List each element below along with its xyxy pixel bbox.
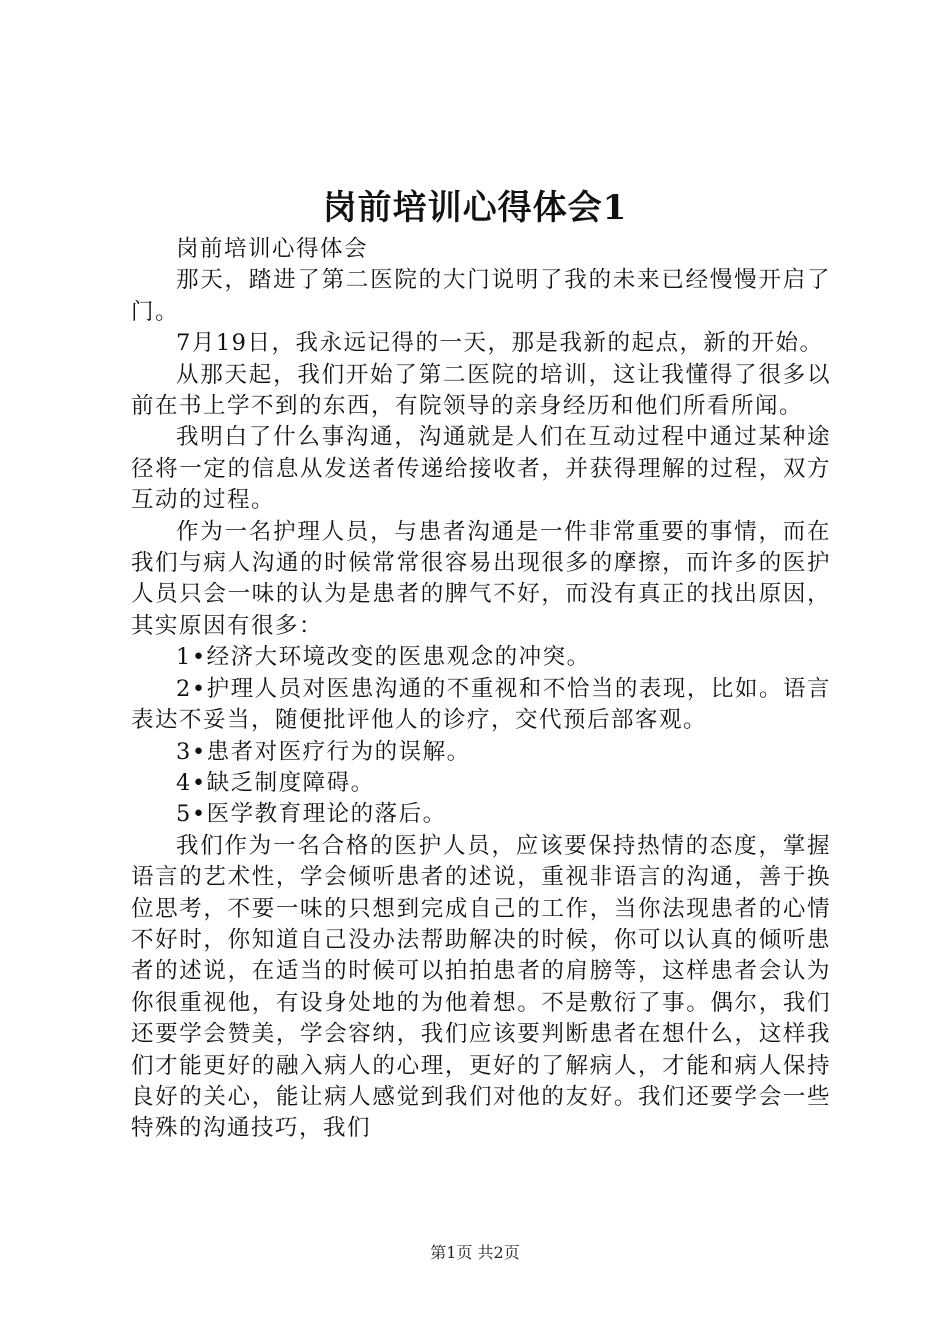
page-number-footer: 第1页 共2页: [430, 1243, 520, 1262]
paragraph: 作为一名护理人员，与患者沟通是一件非常重要的事情，而在我们与病人沟通的时候常常很容易出现很多的摩擦，而许多的医护人员只会一味的认为是患者的脾气不好，而没有真正的找出原因，其实原因有很多：: [131, 518, 831, 639]
paragraph: 岗前培训心得体会: [176, 236, 369, 262]
document-title: 岗前培训心得体会1: [322, 188, 628, 228]
list-item: 3•患者对医疗行为的误解。: [176, 738, 471, 765]
document-body: [131, 234, 831, 1145]
list-item: 1•经济大环境改变的医患观念的冲突。: [176, 644, 591, 671]
paragraph: 从那天起，我们开始了第二医院的培训，这让我懂得了很多以前在书上学不到的东西，有院领导的亲身经历和他们所看所闻。: [131, 361, 831, 420]
list-item: 2•护理人员对医患沟通的不重视和不恰当的表现，比如。语言表达不妥当，随便批评他人的诊疗，交代预后部客观。: [131, 675, 831, 734]
paragraph: 我明白了什么事沟通，沟通就是人们在互动过程中通过某种途径将一定的信息从发送者传递给接收者，并获得理解的过程，双方互动的过程。: [131, 424, 831, 514]
paragraph: 7月19日，我永远记得的一天，那是我新的起点，新的开始。: [176, 330, 824, 357]
paragraph: 那天，踏进了第二医院的大门说明了我的未来已经慢慢开启了门。: [131, 267, 831, 325]
list-item: 4•缺乏制度障碍。: [176, 769, 375, 796]
list-item: 5•医学教育理论的落后。: [176, 801, 447, 828]
paragraph: 我们作为一名合格的医护人员，应该要保持热情的态度，掌握语言的艺术性，学会倾听患者的述说，重视非语言的沟通，善于换位思考，不要一味的只想到完成自己的工作，当你法现患者的心情不好时，你知道自己没办法帮助解决的时候，你可以认真的倾听患者的述说，在适当的时候可以拍拍患者的肩膀等，这样患者会认为你很重视他，有设身处地的为他着想。不是敷衍了事。偶尔，我们还要学会赞美，学会容纳，我们应该要判断患者在想什么，这样我们才能更好的融入病人的心理，更好的了解病人，才能和病人保持良好的关心，能让病人感觉到我们对他的友好。我们还要学会一些特殊的沟通技巧，我们: [131, 832, 831, 1142]
